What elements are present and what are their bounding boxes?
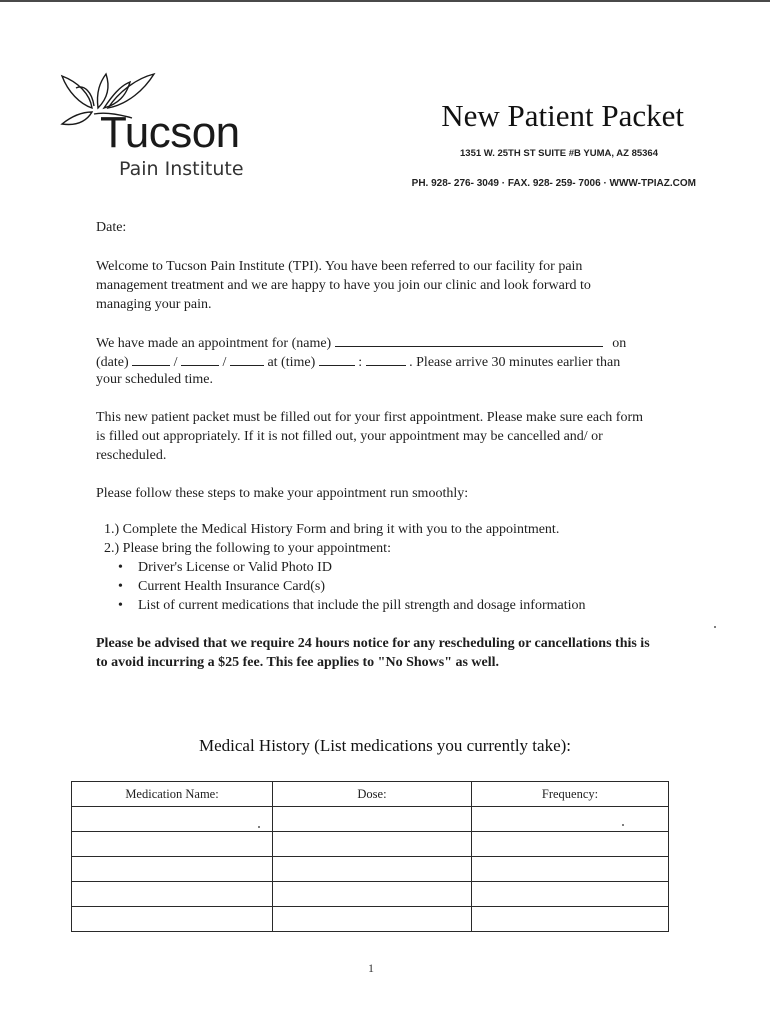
step-2 <box>104 539 664 615</box>
date-day-blank[interactable] <box>181 351 219 366</box>
bullet: • <box>118 579 123 594</box>
col-frequency: Frequency: <box>472 782 669 807</box>
medication-name-cell[interactable] <box>72 807 273 832</box>
table-row <box>72 807 669 832</box>
medication-table <box>71 781 669 932</box>
bullet: • <box>118 598 123 613</box>
clinic-address: 1351 W. 25TH ST SUITE #B YUMA, AZ 85364 <box>460 148 658 159</box>
table-row <box>72 832 669 857</box>
arrive-continued: your scheduled time. <box>96 372 214 387</box>
medication-name-cell[interactable] <box>72 882 273 907</box>
logo-wordmark: Tucson <box>100 108 240 157</box>
logo-subtitle: Pain Institute <box>119 158 244 180</box>
list-item: • Current Health Insurance Card(s) <box>118 579 325 594</box>
frequency-cell[interactable] <box>472 832 669 857</box>
arrive-note: . Please arrive 30 minutes earlier than <box>409 355 621 370</box>
tucson-logo <box>58 68 268 188</box>
page-title: New Patient Packet <box>441 98 684 133</box>
date-month-blank[interactable] <box>132 351 170 366</box>
page-number: 1 <box>368 961 374 975</box>
col-dose: Dose: <box>273 782 472 807</box>
dose-cell[interactable] <box>273 832 472 857</box>
step-1: 1.) Complete the Medical History Form and bring it with you to the appointment. <box>104 522 560 537</box>
time-colon: : <box>358 355 363 370</box>
medication-name-cell[interactable] <box>72 907 273 932</box>
appointment-line-2 <box>96 351 620 372</box>
appointment-on: on <box>612 336 627 351</box>
frequency-cell[interactable] <box>472 857 669 882</box>
medication-name-cell[interactable] <box>72 832 273 857</box>
scan-speck <box>622 824 624 826</box>
date-prefix: (date) <box>96 355 129 370</box>
col-medication-name: Medication Name: <box>72 782 273 807</box>
time-minute-blank[interactable] <box>366 351 406 366</box>
frequency-cell[interactable] <box>472 882 669 907</box>
appointment-prefix: We have made an appointment for (name) <box>96 336 332 351</box>
name-blank[interactable] <box>335 332 603 347</box>
frequency-cell[interactable] <box>472 907 669 932</box>
steps-intro: Please follow these steps to make your appointment run smoothly: <box>96 486 469 501</box>
date-label: Date: <box>96 220 127 235</box>
bullet: • <box>118 560 123 575</box>
dose-cell[interactable] <box>273 857 472 882</box>
dose-cell[interactable] <box>273 907 472 932</box>
time-label: at (time) <box>267 355 316 370</box>
scan-speck <box>714 626 716 628</box>
list-item: • Driver's License or Valid Photo ID <box>118 560 332 575</box>
dose-cell[interactable] <box>273 882 472 907</box>
cancellation-advisory: Please be advised that we require 24 hours notice for any rescheduling or cancellations this is to avoid incurring a $25 fee. This fee applies to "No Shows" as well. <box>96 636 650 670</box>
date-year-blank[interactable] <box>230 351 264 366</box>
list-item: • List of current medications that include the pill strength and dosage information <box>118 598 586 613</box>
frequency-cell[interactable] <box>472 807 669 832</box>
steps-list <box>104 520 664 615</box>
date-slash: / <box>173 355 178 370</box>
medication-name-cell[interactable] <box>72 857 273 882</box>
table-row <box>72 882 669 907</box>
step-2-label: 2.) Please bring the following to your appointment: <box>104 541 391 556</box>
table-header-row <box>72 782 669 807</box>
scan-top-edge <box>0 0 770 2</box>
packet-notice: This new patient packet must be filled out for your first appointment. Please make sure each form is filled out appropriately. If it is not filled out, your appointment may be cancelled and/ or rescheduled. <box>96 410 644 463</box>
dose-cell[interactable] <box>273 807 472 832</box>
date-slash: / <box>222 355 227 370</box>
appointment-line-1 <box>96 332 656 353</box>
time-hour-blank[interactable] <box>319 351 355 366</box>
table-row <box>72 857 669 882</box>
table-row <box>72 907 669 932</box>
medical-history-title: Medical History (List medications you currently take): <box>198 736 571 755</box>
clinic-contact: PH. 928- 276- 3049 · FAX. 928- 259- 7006 · WWW-TPIAZ.COM <box>411 178 696 189</box>
scan-speck <box>258 826 260 828</box>
welcome-paragraph: Welcome to Tucson Pain Institute (TPI). You have been referred to our facility for pain management treatment and we are happy to have you join our clinic and look forward to managing your pain. <box>96 259 591 312</box>
bring-items-list <box>104 558 664 615</box>
